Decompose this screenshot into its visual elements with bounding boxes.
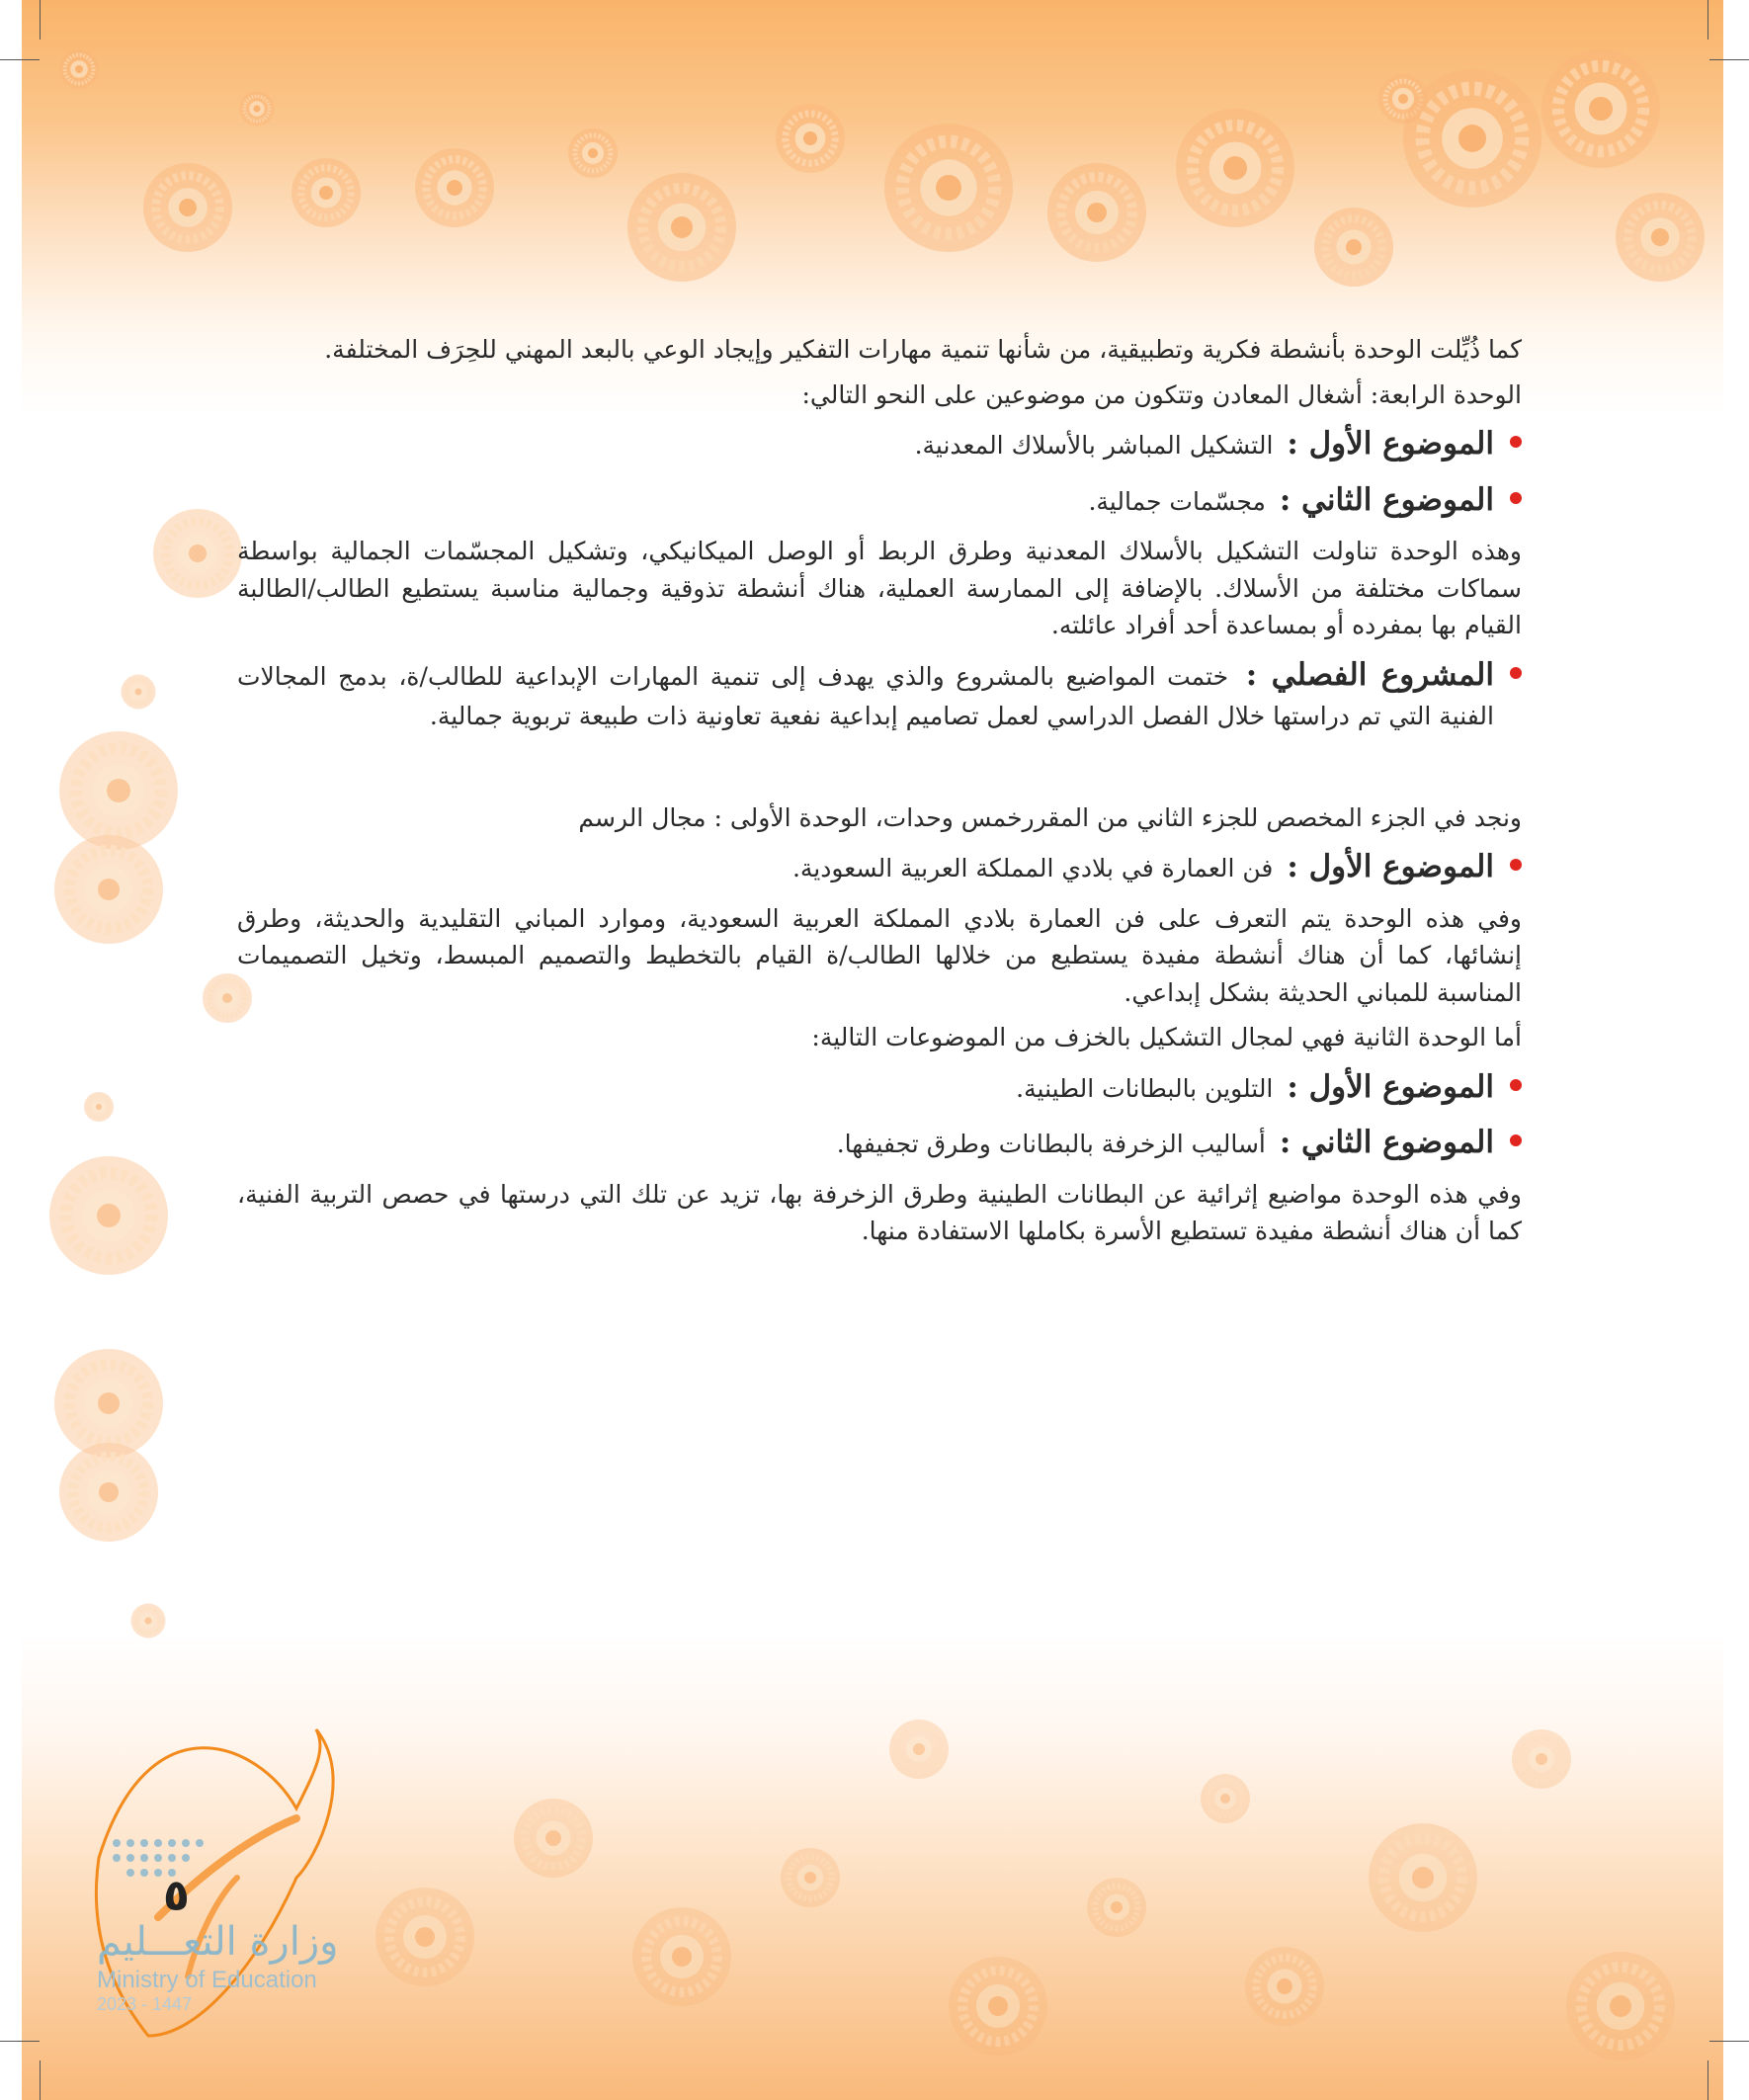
semester-project [237,652,1522,735]
body-text [237,331,1522,1258]
intro-paragraph: كما ذُيِّلت الوحدة بأنشطة فكرية وتطبيقية، من شأنها تنمية مهارات التفكير وإيجاد الوعي بالبعد المهني للحِرَف المختلفة. [324,335,1522,364]
crop-mark [1709,2041,1749,2042]
top-sun-row [59,49,1705,287]
unit4-heading: الوحدة الرابعة: أشغال المعادن وتتكون من موضوعين على النحو التالي: [801,379,1522,409]
crop-mark [40,0,41,40]
bullet-dot-icon [1510,667,1522,679]
unit4-topic1 [237,421,1522,467]
part2-topic1 [237,844,1522,890]
topic-label: الموضوع الأول : [1287,849,1494,884]
crop-mark [0,59,40,60]
project-text: ختمت المواضيع بالمشروع والذي يهدف إلى تنمية المهارات الإبداعية للطالب/ة، بدمج المجالات الفنية التي تم دراستها خلال الفصل الدراسي لعمل تصاميم إبداعية نفعية تعاونية ذات طبيعة تربوية جمالية. [237,661,1494,730]
ministry-logo-mark [113,1839,204,1877]
topic-text: أساليب الزخرفة بالبطانات وطرق تجفيفها. [836,1130,1266,1158]
crop-mark [1707,2060,1708,2100]
crop-mark [40,2060,41,2100]
crop-mark [1709,59,1749,60]
bottom-sun-row [375,1720,1675,2060]
topic-text: مجسّمات جمالية. [1088,486,1266,516]
part2-intro: ونجد في الجزء المخصص للجزء الثاني من المقررخمس وحدات، الوحدة الأولى : مجال الرسم [578,802,1522,832]
unit1-description: وفي هذه الوحدة يتم التعرف على فن العمارة بلادي المملكة العربية السعودية، وموارد المباني التقليدية والحديثة، وطرق إنشائها، كما أن هناك أنشطة مفيدة يستطيع من خلالها الطالب/ة القيام بالتخطيط والتصميم المبسط، وتخيل التصميمات المناسبة للمباني الحديثة بشكل إبداعي. [237,903,1522,1007]
section-gap [237,745,1522,799]
topic-text: التشكيل المباشر بالأسلاك المعدنية. [914,431,1274,460]
crop-mark [1707,0,1708,40]
topic-text: فن العمارة في بلادي المملكة العربية السعودية. [791,854,1274,882]
ministry-logo-arabic: وزارة التعـــليم [97,1919,339,1965]
unit4-topic2 [237,477,1522,524]
bullet-dot-icon [1510,436,1522,448]
unit2-topic2 [237,1120,1522,1166]
ministry-logo-year: 2023 - 1447 [97,1994,193,2014]
unit2-topic1 [237,1064,1522,1111]
topic-label: الموضوع الثاني : [1279,1125,1494,1160]
page-number: ٥ [163,1871,190,1921]
crop-mark [0,2041,40,2042]
unit2-heading: أما الوحدة الثانية فهي لمجال التشكيل بالخزف من الموضوعات التالية: [811,1023,1522,1051]
bullet-dot-icon [1510,859,1522,871]
topic-text: التلوين بالبطانات الطينية. [1016,1073,1274,1103]
unit4-description: وهذه الوحدة تناولت التشكيل بالأسلاك المعدنية وطرق الربط أو الوصل الميكانيكي، وتشكيل المجسّمات الجمالية بواسطة سماكات مختلفة من الأسلاك. بالإضافة إلى الممارسة العملية، هناك أنشطة تذوقية وجمالية مناسبة يستطيع الطالب/الطالبة القيام بها بمفرده أو بمساعدة أحد أفراد عائلته. [237,537,1522,639]
bullet-dot-icon [1510,1134,1522,1146]
topic-label: الموضوع الأول : [1287,1068,1494,1105]
bullet-dot-icon [1510,1079,1522,1091]
project-label: المشروع الفصلي : [1245,656,1494,693]
bullet-dot-icon [1510,492,1522,504]
ministry-logo-english: Ministry of Education [97,1967,317,1993]
unit2-description: وفي هذه الوحدة مواضيع إثرائية عن البطانات الطينية وطرق الزخرفة بها، تزيد عن تلك التي درستها في حصص التربية الفنية، كما أن هناك أنشطة مفيدة تستطيع الأسرة بكاملها الاستفادة منها. [237,1179,1522,1245]
left-sun-column [49,509,252,1638]
topic-label: الموضوع الأول : [1287,426,1494,462]
topic-label: الموضوع الثاني : [1279,481,1494,518]
